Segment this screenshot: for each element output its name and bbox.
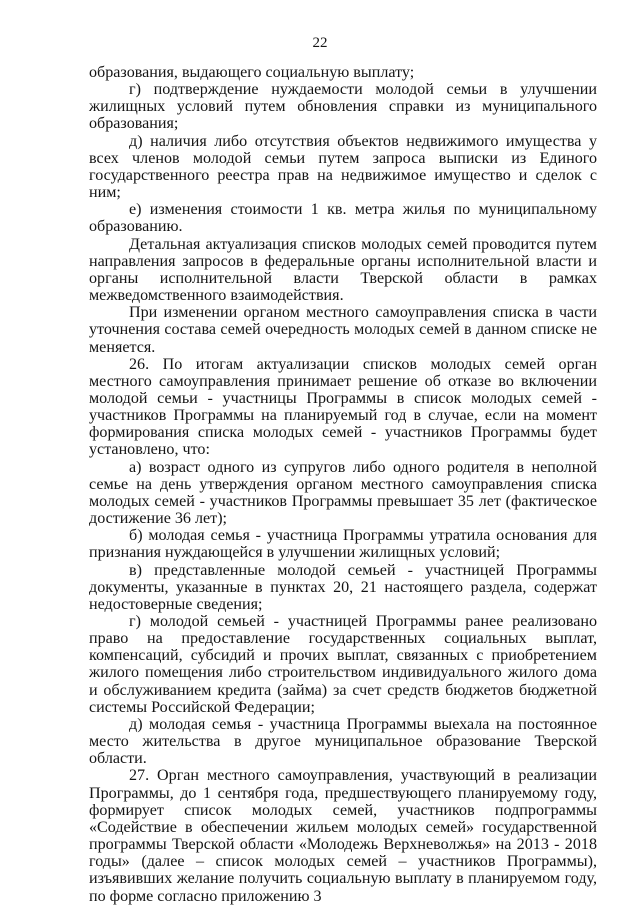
paragraph-clause-26-b: б) молодая семья - участница Программы утратила основания для признания нуждающейся в улучшении жилищных условий; xyxy=(89,527,597,562)
paragraph-detailed-update: Детальная актуализация списков молодых семей проводится путем направления запросов в федеральные органы исполнительной власти и органы исполнительной власти Тверской области в рамках межведомственного взаимодействия. xyxy=(89,235,597,305)
paragraph-clause-26: 26. По итогам актуализации списков молодых семей орган местного самоуправления принимает решение об отказе во включении молодой семьи - участницы Программы в список молодых семей - участников Программы на планируемый год в случае, если на момент формирования списка молодых семей - участников Программы будет установлено, что: xyxy=(89,355,597,459)
paragraph-item-e: е) изменения стоимости 1 кв. метра жилья по муниципальному образованию. xyxy=(89,201,597,236)
paragraph-clause-26-g: г) молодой семьей - участницей Программы ранее реализовано право на предоставление государственных социальных выплат, компенсаций, субсидий и прочих выплат, связанных с приобретением жилого помещения либо строительством индивидуального жилого дома и обслуживанием кредита (займа) за счет средств бюджетов бюджетной системы Российской Федерации; xyxy=(89,613,597,716)
paragraph-list-change: При изменении органом местного самоуправления списка в части уточнения состава семей очередность молодых семей в данном списке не меняется. xyxy=(89,304,597,356)
page-number: 22 xyxy=(312,35,328,51)
paragraph-clause-26-a: а) возраст одного из супругов либо одного родителя в неполной семье на день утверждения органом местного самоуправления списка молодых семей - участников Программы превышает 35 лет (фактическое достижение 36 лет); xyxy=(89,458,597,528)
paragraph-clause-26-d: д) молодая семья - участница Программы выехала на постоянное место жительства в другое муниципальное образование Тверской области. xyxy=(89,715,597,768)
paragraph-clause-26-v: в) представленные молодой семьей - участницей Программы документы, указанные в пунктах 20, 21 настоящего раздела, содержат недостоверные сведения; xyxy=(89,561,597,613)
paragraph-clause-27: 27. Орган местного самоуправления, участвующий в реализации Программы, до 1 сентября года, предшествующего планируемому году, формирует список молодых семей, участников подпрограммы «Содействие в обеспечении жильем молодых семей» государственной программы Тверской области «Молодежь Верхневолжья» на 2013 - 2018 годы» (далее – список молодых семей – участников Программы), изъявивших желание получить социальную выплату в планируемом году, по форме согласно приложению 3 xyxy=(89,767,597,905)
document-body xyxy=(89,64,597,905)
paragraph-item-d: д) наличия либо отсутствия объектов недвижимого имущества у всех членов молодой семьи путем запроса выписки из Единого государственного реестра прав на недвижимое имущество и сделок с ним; xyxy=(89,132,597,202)
paragraph-item-g: г) подтверждение нуждаемости молодой семьи в улучшении жилищных условий путем обновления справки из муниципального образования; xyxy=(89,81,597,133)
paragraph-continuation: образования, выдающего социальную выплату; xyxy=(89,64,415,81)
